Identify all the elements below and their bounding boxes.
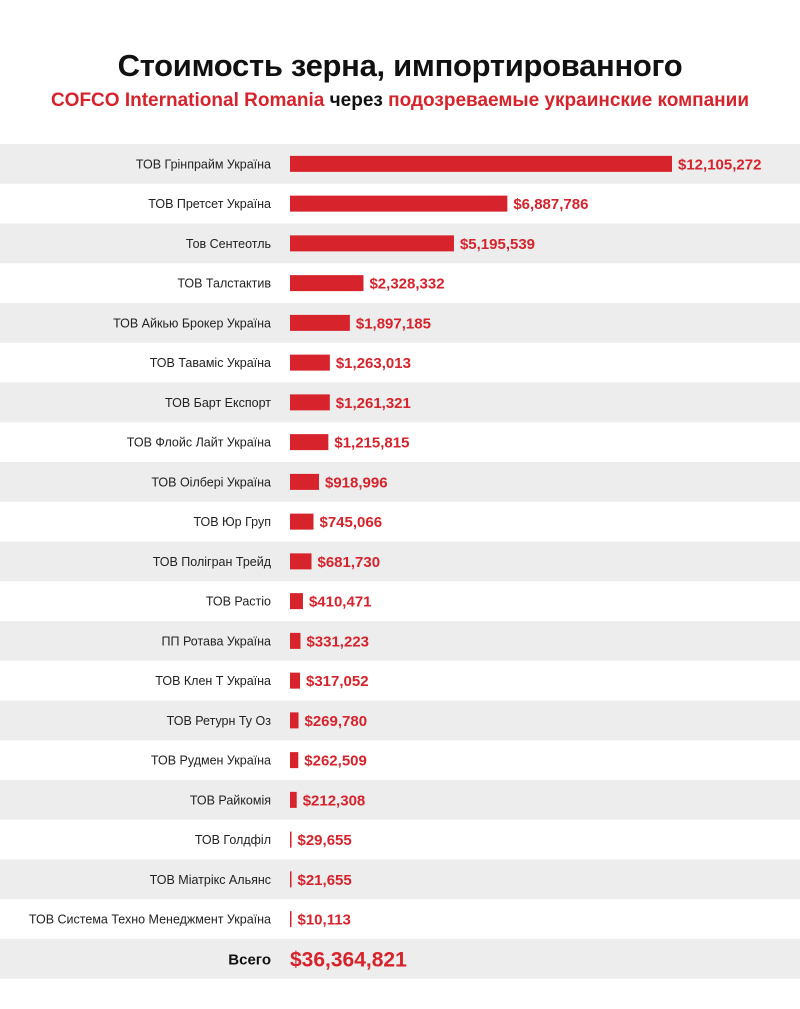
- bar: [290, 235, 454, 251]
- category-label: ТОВ Флойс Лайт Україна: [126, 435, 271, 450]
- value-label: $12,105,272: [678, 156, 762, 174]
- subtitle-connector: через: [329, 90, 383, 111]
- category-label: ТОВ Полігран Трейд: [152, 554, 271, 569]
- category-label: ТОВ Растіо: [205, 594, 271, 609]
- bar: [290, 474, 319, 490]
- value-label: $6,887,786: [513, 196, 589, 214]
- bar: [290, 394, 330, 410]
- row-stripe: [0, 542, 800, 582]
- value-label: $29,655: [297, 832, 352, 850]
- category-label: ТОВ Таваміс Україна: [149, 356, 271, 371]
- bar: [290, 315, 350, 331]
- value-label: $269,780: [304, 712, 368, 730]
- row-stripe: [0, 462, 800, 502]
- category-label: ТОВ Барт Експорт: [165, 395, 271, 410]
- value-label: $331,223: [306, 633, 370, 651]
- bar: [290, 752, 298, 768]
- category-label: ТОВ Система Техно Менеджмент Україна: [28, 912, 271, 927]
- value-label: $5,195,539: [459, 235, 536, 253]
- value-label: $1,897,185: [355, 315, 431, 333]
- bar: [290, 673, 300, 689]
- row-stripe: [0, 701, 800, 741]
- value-label: $21,655: [297, 871, 352, 889]
- value-label: $681,730: [317, 553, 381, 571]
- total-value: $36,364,821: [290, 948, 407, 972]
- subtitle-company: COFCO International Romania: [50, 90, 325, 111]
- subtitle-suspects: подозреваемые украинские компании: [388, 90, 750, 111]
- value-label: $745,066: [319, 514, 383, 532]
- bar: [290, 712, 299, 728]
- chart-title: Стоимость зерна, импортированного: [117, 48, 683, 83]
- bar: [290, 156, 672, 172]
- category-label: ТОВ Ретурн Ту Оз: [166, 713, 271, 728]
- value-label: $262,509: [304, 752, 367, 770]
- bar: [290, 871, 292, 887]
- category-label: ТОВ Голдфіл: [194, 833, 271, 848]
- category-label: ТОВ Міатрікс Альянс: [149, 872, 271, 887]
- bar: [290, 196, 507, 212]
- bar: [290, 514, 314, 530]
- value-label: $1,261,321: [335, 394, 411, 412]
- value-label: $317,052: [306, 673, 369, 691]
- category-label: ТОВ Райкомія: [189, 793, 271, 808]
- category-label: ТОВ Айкью Брокер Україна: [113, 316, 271, 331]
- bar: [290, 275, 363, 291]
- category-label: ТОВ Юр Груп: [193, 515, 271, 530]
- value-label: $918,996: [325, 474, 388, 492]
- category-label: ТОВ Претсет Україна: [148, 197, 271, 212]
- row-stripe: [0, 860, 800, 900]
- bar-chart: [0, 144, 800, 982]
- row-stripe: [0, 780, 800, 820]
- category-label: ТОВ Оілбері Україна: [151, 475, 271, 490]
- total-label: Всего: [228, 951, 271, 969]
- value-label: $2,328,332: [369, 275, 445, 293]
- bar: [290, 593, 303, 609]
- bar: [290, 434, 328, 450]
- value-label: $10,113: [297, 911, 351, 929]
- bar: [290, 832, 292, 848]
- category-label: ТОВ Грінпрайм Україна: [135, 157, 271, 172]
- category-label: ПП Ротава Україна: [161, 634, 271, 649]
- bar: [290, 355, 330, 371]
- value-label: $410,471: [308, 593, 372, 611]
- value-label: $212,308: [302, 792, 366, 810]
- value-label: $1,215,815: [334, 434, 410, 452]
- bar: [290, 911, 292, 927]
- category-label: ТОВ Клен Т Україна: [155, 674, 271, 689]
- chart-subtitle: [0, 90, 800, 112]
- value-label: $1,263,013: [335, 355, 411, 373]
- category-label: Тов Сентеотль: [185, 236, 271, 251]
- row-stripe: [0, 621, 800, 661]
- bar: [290, 553, 312, 569]
- bar: [290, 633, 300, 649]
- category-label: ТОВ Талстактив: [177, 276, 271, 291]
- bar: [290, 792, 297, 808]
- category-label: ТОВ Рудмен Україна: [150, 753, 271, 768]
